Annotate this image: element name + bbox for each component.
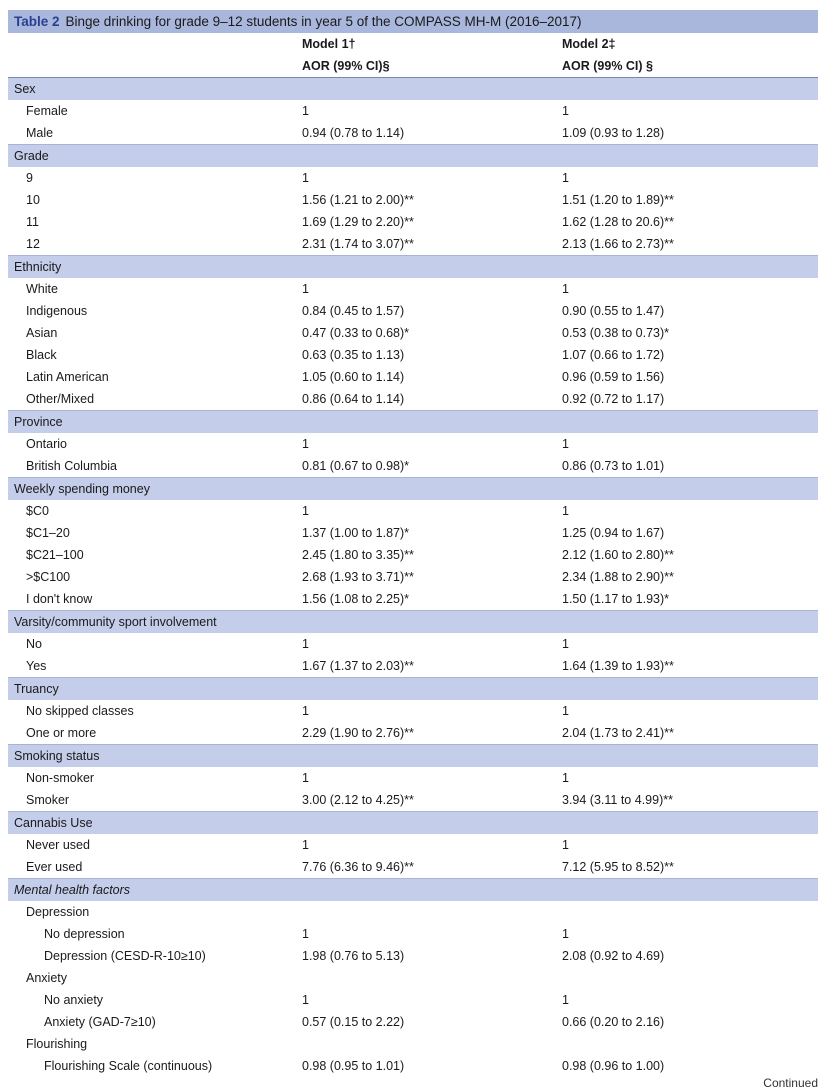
row-label: Ever used [8,856,300,879]
model1-value [300,1033,560,1055]
table-row [8,500,818,522]
row-label: Flourishing [26,1037,88,1051]
table-row [8,789,818,812]
row-label: Smoker [8,789,300,812]
model1-value: 0.86 (0.64 to 1.14) [300,388,560,411]
model2-value [560,256,818,279]
model2-value [560,478,818,501]
table-row [8,322,818,344]
row-label: Never used [26,838,90,852]
model1-value: 1.05 (0.60 to 1.14) [302,370,405,384]
model1-value: 0.98 (0.95 to 1.01) [302,1059,405,1073]
row-label: Other/Mixed [8,388,300,411]
group-header-row [8,812,818,835]
model1-value [300,478,560,501]
table-row [8,588,818,611]
header-empty [8,33,300,55]
header-model1: Model 1† [302,37,356,51]
table-row [8,722,818,745]
model1-value: 1 [302,637,309,651]
model2-value: 1 [562,704,569,718]
model2-value: 0.66 (0.20 to 2.16) [562,1015,665,1029]
subgroup-row [8,1033,818,1055]
model1-value: 2.45 (1.80 to 3.35)** [302,548,414,562]
header-model2: Model 2‡ [562,37,616,51]
model2-value: 1 [562,771,569,785]
model1-value: 1 [302,993,309,1007]
table-row [8,278,818,300]
model1-value: 1 [302,838,309,852]
row-label: $C1–20 [26,526,70,540]
row-label: Ethnicity [8,256,300,279]
row-label: Cannabis Use [8,812,300,835]
model1-value [300,411,560,434]
model1-value: 3.00 (2.12 to 4.25)** [300,789,560,812]
table-title-bar [8,10,818,33]
header-aor2: AOR (99% CI) § [560,55,818,78]
row-label: Asian [26,326,58,340]
model1-value: 0.63 (0.35 to 1.13) [302,348,405,362]
model2-value: 2.08 (0.92 to 4.69) [562,949,665,963]
model2-value [560,745,818,768]
row-label: Mental health factors [8,879,300,902]
table-row [8,1011,818,1033]
table-row [8,300,818,322]
row-label: Weekly spending money [8,478,300,501]
row-label: Grade [8,145,300,168]
results-table [8,33,818,1077]
model2-value: 1.50 (1.17 to 1.93)* [560,588,818,611]
model1-value: 1 [302,437,309,451]
row-label: No [26,637,42,651]
model2-value: 2.04 (1.73 to 2.41)** [560,722,818,745]
model1-value [300,145,560,168]
table-row [8,122,818,145]
model1-value: 1 [302,704,309,718]
model2-value: 1 [562,282,569,296]
row-label: Anxiety [26,971,67,985]
row-label: I don't know [8,588,300,611]
group-header-row [8,78,818,101]
model2-value: 1 [562,993,569,1007]
row-label: No anxiety [44,993,104,1007]
group-header-row [8,611,818,634]
model1-value: 1 [302,282,309,296]
row-label: Yes [8,655,300,678]
row-label: Indigenous [26,304,88,318]
model1-value: 0.57 (0.15 to 2.22) [302,1015,405,1029]
model1-value: 7.76 (6.36 to 9.46)** [300,856,560,879]
row-label: Flourishing Scale (continuous) [44,1059,213,1073]
model2-value [560,967,818,989]
model1-value: 0.84 (0.45 to 1.57) [302,304,405,318]
model2-value [560,678,818,701]
row-label: Anxiety (GAD-7≥10) [44,1015,156,1029]
model1-value: 1 [302,927,309,941]
table-row [8,1055,818,1077]
model1-value: 1 [302,504,309,518]
table-row [8,544,818,566]
table-row [8,522,818,544]
model2-value [560,1033,818,1055]
table-row [8,566,818,588]
table-row [8,945,818,967]
header-row-models [8,33,818,55]
model1-value: 1 [302,104,309,118]
subgroup-row [8,901,818,923]
row-label: British Columbia [8,455,300,478]
table-row [8,211,818,233]
model2-value [560,879,818,902]
model1-value: 1.98 (0.76 to 5.13) [302,949,405,963]
table-row [8,455,818,478]
group-header-row [8,478,818,501]
model1-value: 1.37 (1.00 to 1.87)* [302,526,410,540]
row-label: No depression [44,927,125,941]
model1-value [300,745,560,768]
continued-note: Continued [763,1076,818,1090]
header-empty [8,55,300,78]
model2-value: 0.53 (0.38 to 0.73)* [562,326,670,340]
model1-value: 1 [302,171,309,185]
row-label: One or more [8,722,300,745]
model1-value [300,879,560,902]
table-row [8,923,818,945]
table-container [8,10,818,1077]
model1-value: 0.81 (0.67 to 0.98)* [300,455,560,478]
table-row [8,233,818,256]
model2-value: 0.90 (0.55 to 1.47) [562,304,665,318]
model1-value: 1.56 (1.21 to 2.00)** [302,193,414,207]
row-label: White [26,282,58,296]
model1-value: 2.68 (1.93 to 3.71)** [302,570,414,584]
table-row [8,633,818,655]
model1-value [300,967,560,989]
table-row [8,189,818,211]
model2-value: 1 [562,104,569,118]
model2-value: 1 [562,171,569,185]
row-label: 11 [26,215,39,229]
group-header-row [8,879,818,902]
table-row [8,655,818,678]
model1-value: 2.31 (1.74 to 3.07)** [300,233,560,256]
model2-value [560,411,818,434]
row-label: Truancy [8,678,300,701]
row-label: Province [8,411,300,434]
model2-value: 1 [562,838,569,852]
model1-value: 1.69 (1.29 to 2.20)** [302,215,414,229]
model2-value: 1.09 (0.93 to 1.28) [560,122,818,145]
model2-value: 1 [562,504,569,518]
model1-value [300,611,560,634]
model1-value [300,78,560,101]
row-label: Ontario [26,437,67,451]
table-row [8,834,818,856]
model2-value: 1 [562,637,569,651]
model1-value: 0.94 (0.78 to 1.14) [300,122,560,145]
model2-value: 1 [562,437,569,451]
row-label: 12 [8,233,300,256]
group-header-row [8,411,818,434]
model1-value [300,901,560,923]
model1-value [300,812,560,835]
table-row [8,989,818,1011]
model1-value: 2.29 (1.90 to 2.76)** [300,722,560,745]
model2-value: 3.94 (3.11 to 4.99)** [560,789,818,812]
row-label: Varsity/community sport involvement [8,611,300,634]
model1-value: 0.47 (0.33 to 0.68)* [302,326,410,340]
row-label: Sex [8,78,300,101]
model2-value: 0.86 (0.73 to 1.01) [560,455,818,478]
model2-value: 1 [562,927,569,941]
model2-value [560,611,818,634]
model2-value: 2.12 (1.60 to 2.80)** [562,548,674,562]
model1-value: 1.56 (1.08 to 2.25)* [300,588,560,611]
model2-value: 0.98 (0.96 to 1.00) [562,1059,665,1073]
subgroup-row [8,967,818,989]
header-row-aor [8,55,818,78]
row-label: 9 [26,171,33,185]
model2-value: 1.51 (1.20 to 1.89)** [562,193,674,207]
model2-value: 0.96 (0.59 to 1.56) [562,370,665,384]
group-header-row [8,256,818,279]
row-label: Depression [26,905,90,919]
group-header-row [8,678,818,701]
table-title: Binge drinking for grade 9–12 students in year 5 of the COMPASS MH-M (2016–2017) [65,14,582,29]
model2-value [560,78,818,101]
model2-value [560,901,818,923]
model2-value: 1.64 (1.39 to 1.93)** [560,655,818,678]
model2-value: 7.12 (5.95 to 8.52)** [560,856,818,879]
table-row [8,344,818,366]
model1-value: 1 [302,771,309,785]
row-label: $C21–100 [26,548,84,562]
row-label: Black [26,348,57,362]
row-label: No skipped classes [26,704,134,718]
row-label: Latin American [26,370,109,384]
table-row [8,167,818,189]
row-label: Smoking status [8,745,300,768]
row-label: Female [26,104,68,118]
table-label: Table 2 [14,14,60,29]
table-row [8,366,818,388]
table-row [8,767,818,789]
model2-value: 1.62 (1.28 to 20.6)** [562,215,674,229]
model2-value: 2.34 (1.88 to 2.90)** [562,570,674,584]
model2-value [560,145,818,168]
model1-value [300,678,560,701]
model1-value [300,256,560,279]
group-header-row [8,745,818,768]
group-header-row [8,145,818,168]
table-row [8,856,818,879]
row-label: >$C100 [26,570,71,584]
table-row [8,433,818,455]
row-label: Male [8,122,300,145]
model1-value: 1.67 (1.37 to 2.03)** [300,655,560,678]
row-label: 10 [26,193,40,207]
table-row [8,100,818,122]
row-label: $C0 [26,504,49,518]
model2-value [560,812,818,835]
model2-value: 2.13 (1.66 to 2.73)** [560,233,818,256]
model2-value: 1.25 (0.94 to 1.67) [562,526,665,540]
table-row [8,388,818,411]
model2-value: 0.92 (0.72 to 1.17) [560,388,818,411]
row-label: Non-smoker [26,771,95,785]
row-label: Depression (CESD-R-10≥10) [44,949,206,963]
model2-value: 1.07 (0.66 to 1.72) [562,348,665,362]
table-row [8,700,818,722]
header-aor1: AOR (99% CI)§ [300,55,560,78]
